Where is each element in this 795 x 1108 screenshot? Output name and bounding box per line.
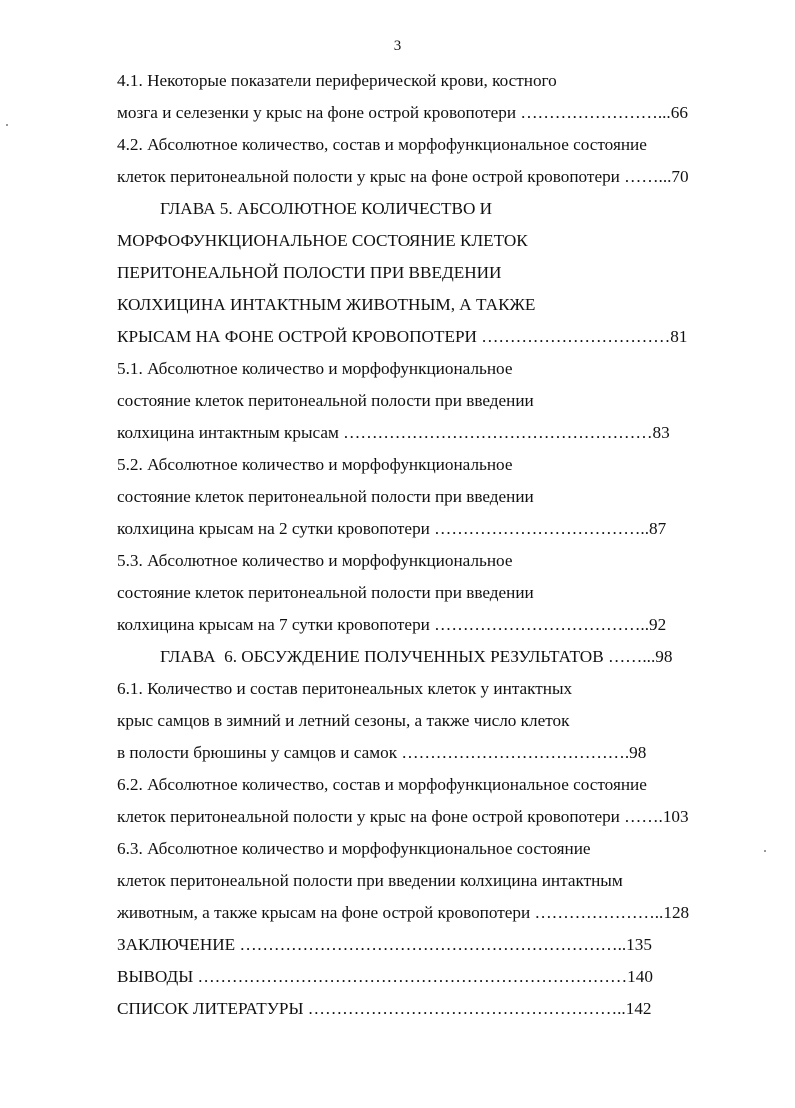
toc-line-5-3-a: 5.3. Абсолютное количество и морфофункциональное [117,551,513,570]
toc-line-5-1-a: 5.1. Абсолютное количество и морфофункциональное [117,359,513,378]
toc-line-6-3-b: клеток перитонеальной полости при введении колхицина интактным [117,871,623,890]
toc-chapter-5-b: МОРФОФУНКЦИОНАЛЬНОЕ СОСТОЯНИЕ КЛЕТОК [117,231,528,250]
toc-conclusion: ЗАКЛЮЧЕНИЕ …………………………………………………………..135 [117,935,652,954]
toc-line-6-1-a: 6.1. Количество и состав перитонеальных клеток у интактных [117,679,573,698]
toc-line-4-1-a: 4.1. Некоторые показатели периферической крови, костного [117,71,557,90]
toc-line-5-3-b: состояние клеток перитонеальной полости при введении [117,583,534,602]
toc-line-5-2-b: состояние клеток перитонеальной полости при введении [117,487,534,506]
toc-line-6-1-c: в полости брюшины у самцов и самок ………………………………….98 [117,743,647,762]
scan-speck [6,124,8,126]
toc-line-5-2-a: 5.2. Абсолютное количество и морфофункциональное [117,455,513,474]
toc-line-6-2-b: клеток перитонеальной полости у крыс на фоне острой кровопотери …….103 [117,807,689,826]
toc-line-5-3-c: колхицина крысам на 7 сутки кровопотери ………………………………..92 [117,615,667,634]
toc-chapter-5-c: ПЕРИТОНЕАЛЬНОЙ ПОЛОСТИ ПРИ ВВЕДЕНИИ [117,263,502,282]
page-number: 3 [393,38,402,54]
toc-chapter-5-d: КОЛХИЦИНА ИНТАКТНЫМ ЖИВОТНЫМ, А ТАКЖЕ [117,295,536,314]
toc-line-4-2-a: 4.2. Абсолютное количество, состав и морфофункциональное состояние [117,135,647,154]
toc-chapter-6: ГЛАВА 6. ОБСУЖДЕНИЕ ПОЛУЧЕННЫХ РЕЗУЛЬТАТОВ ……...98 [160,647,673,666]
toc-line-4-2-b: клеток перитонеальной полости у крыс на фоне острой кровопотери ……...70 [117,167,689,186]
scan-speck [764,850,766,852]
toc-chapter-5-e: КРЫСАМ НА ФОНЕ ОСТРОЙ КРОВОПОТЕРИ ……………………………81 [117,327,688,346]
toc-line-5-2-c: колхицина крысам на 2 сутки кровопотери ………………………………..87 [117,519,667,538]
toc-line-6-2-a: 6.2. Абсолютное количество, состав и морфофункциональное состояние [117,775,647,794]
toc-line-5-1-c: колхицина интактным крысам ………………………………………………83 [117,423,670,442]
toc-line-4-1-b: мозга и селезенки у крыс на фоне острой кровопотери ……………………...66 [117,103,688,122]
toc-line-6-3-a: 6.3. Абсолютное количество и морфофункциональное состояние [117,839,591,858]
toc-chapter-5-a: ГЛАВА 5. АБСОЛЮТНОЕ КОЛИЧЕСТВО И [160,199,493,218]
toc-references: СПИСОК ЛИТЕРАТУРЫ ………………………………………………..142 [117,999,652,1018]
toc-line-5-1-b: состояние клеток перитонеальной полости при введении [117,391,534,410]
toc-line-6-3-c: животным, а также крысам на фоне острой кровопотери …………………..128 [117,903,690,922]
toc-findings: ВЫВОДЫ …………………………………………………………………140 [117,967,653,986]
toc-line-6-1-b: крыс самцов в зимний и летний сезоны, а также число клеток [117,711,570,730]
